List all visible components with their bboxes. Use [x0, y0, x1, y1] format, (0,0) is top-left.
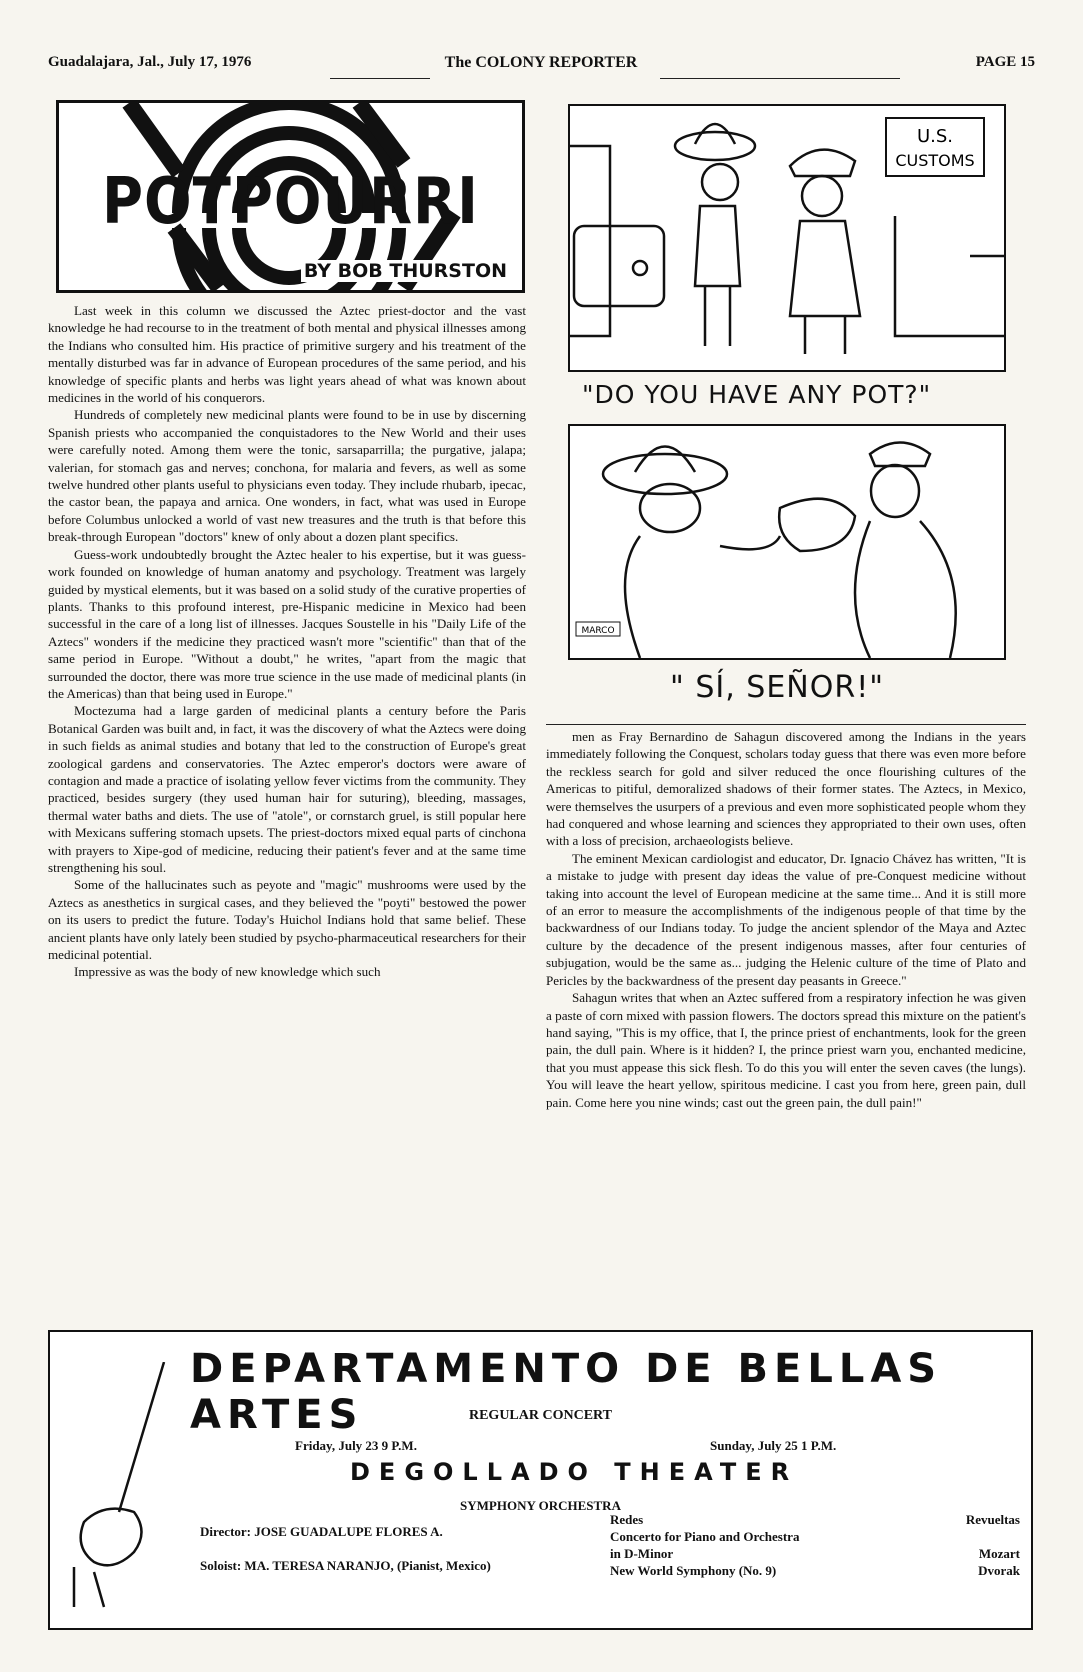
newspaper-name: The COLONY REPORTER: [444, 54, 638, 71]
program-work: Concerto for Piano and Orchestra: [610, 1529, 800, 1544]
program-work: New World Symphony (No. 9): [610, 1563, 777, 1578]
cartoon-caption-2: " SÍ, SEÑOR!": [670, 670, 885, 705]
program-item: [610, 1563, 1020, 1580]
column-title: POTPOURRI: [101, 164, 480, 239]
header-rule-right: [660, 78, 900, 79]
article-paragraph: Hundreds of completely new medicinal plants were found to be in use by discerning Spanish priests who accompanied the conquistadores to the New World and their uses were carefully noted. Among them were the tonic, sarsaparrilla; the purgative, jalapa; valerian, for stomach gas and nerves; conchona, for malaria and fevers, as well as some twelve hundred other plants useful to physicians even today. They include rhubarb, ipecac, the castor bean, the papaya and arnica. One wonders, in fact, what was used in Europe before Columbus unlocked a world of vast new treasures and the truth is that before this break-through European "doctors" knew of only about a dozen plant specifics.: [48, 407, 526, 545]
ad-date-friday: Friday, July 23 9 P.M.: [295, 1438, 417, 1453]
ad-soloist: Soloist: MA. TERESA NARANJO, (Pianist, Mexico): [200, 1558, 491, 1573]
customs-scene-drawing: [570, 106, 1004, 370]
ad-orchestra: SYMPHONY ORCHESTRA: [460, 1498, 621, 1513]
article-paragraph: Sahagun writes that when an Aztec suffered from a respiratory infection he was given a paste of corn mixed with passion flowers. The doctors spread this mixture on the patient's hand saying, "This is my office, that I, the prince priest of enchantments, look for the green pain, the dull pain. Where is it hidden? I, the prince priest warn you, enchanted medicine, that you must appease this sick flesh. To do this you will enter the seven caves (the lungs). You will leave the heart yellow, spiritous medicine. I cast you from here, green pain, dull pain. Come here you nine winds; cast out the green pain, the dull pain!": [546, 990, 1026, 1110]
program-item: [610, 1546, 1020, 1563]
pot-scene-drawing: [570, 426, 1004, 658]
article-paragraph: Some of the hallucinates such as peyote and "magic" mushrooms were used by the Aztecs as anesthetics in surgical cases, and they believed the "poyti" bestowed the power on its users to predict the future. Today's Huichol Indians hold that same belief. These ancient plants have only lately been studied by psycho-pharmaceutical researchers for their medicinal potential.: [48, 877, 526, 963]
article-paragraph: The eminent Mexican cardiologist and educator, Dr. Ignacio Chávez has written, "It is a mistake to judge with present day ideas the value of pre-Conquest medicine without taking into account the level of European medicine at the same time... And it is still more of an error to measure the accomplishments of the indigenous people of that time by the backwardness of our Indians today. To judge the ancient splendor of the Maya and Aztec culture by the decadence of the present indigenous masses, after four centuries of subjugation, would be the same as... judging the Helenic culture of the time of Plato and Pericles by the backwardness of the present day peasants in Greece.": [546, 850, 1026, 988]
ad-program: [610, 1512, 1020, 1580]
program-item: [610, 1512, 1020, 1529]
byline: BY BOB THURSTON: [301, 260, 510, 282]
artist-signature: MARCO: [581, 626, 615, 636]
concert-advertisement: [48, 1330, 1033, 1630]
conductor-hand-icon: [64, 1362, 174, 1612]
article-paragraph: Moctezuma had a large garden of medicinal plants a century before the Paris Botanical Garden was built and, in fact, it was the discovery of what the Aztecs were doing in such fields as animal studies and botany that led to the construction of Europe's great zoological gardens and conservatories. The Aztec emperor's doctors were aware of contagion and made a practice of isolating yellow fever victims from the community. They practiced, besides surgery (they used human hair for suturing), bleeding, massages, thermal water baths and diets. The use of "atole", or cornstarch gruel, is still popular here with Mexicans suffering stomach upsets. The priest-doctors mixed equal parts of cinchona with prayers to Xipe-god of medicine, reducing their patient's fever and at the same time strengthening his soul.: [48, 703, 526, 875]
program-work: in D-Minor: [610, 1546, 674, 1561]
dateline: Guadalajara, Jal., July 17, 1976: [48, 54, 252, 70]
program-composer: Revueltas: [965, 1512, 1020, 1527]
cartoon-panel-2: [568, 424, 1006, 660]
ad-subtitle: REGULAR CONCERT: [468, 1408, 613, 1423]
ad-director: Director: JOSE GUADALUPE FLORES A.: [200, 1524, 443, 1539]
program-item: [610, 1529, 1020, 1546]
article-paragraph: Last week in this column we discussed the Aztec priest-doctor and the vast knowledge he had recourse to in the treatment of both mental and physical illnesses among the Indians who consulted him. His practice of primitive surgery and his treatment of the mentally disturbed was far in advance of European procedures of the same period, and his knowledge of specific plants and herbs was light years ahead of what was known about medicines in the world of his conquerors.: [48, 303, 526, 406]
ad-venue: DEGOLLADO THEATER: [350, 1458, 799, 1486]
customs-sign-line2: CUSTOMS: [895, 151, 975, 170]
program-composer: Dvorak: [978, 1563, 1020, 1578]
article-paragraph: Guess-work undoubtedly brought the Aztec healer to his expertise, but it was guess-work founded on knowledge of human anatomy and psychology. Treatment was largely guided by mystical elements, but it was based on a solid study of the curative properties of plants. Thanks to this profound interest, pre-Hispanic medicine in Mexico had been successful in the care of a long list of illnesses. Jacques Soustelle in his "Daily Life of the Aztecs" wonders if the medicine they practiced wasn't more "scientific" than that of the same period in Europe. "Without a doubt," he writes, "apart from the magic that surrounded the doctor, there was more true science in the use made of medicinal plants (in the Americas) than that being used in Europe.": [48, 546, 526, 701]
program-composer: Mozart: [978, 1546, 1020, 1561]
cartoon-panel-1: [568, 104, 1006, 372]
program-work: Redes: [610, 1512, 644, 1527]
ad-date-sunday: Sunday, July 25 1 P.M.: [710, 1438, 837, 1453]
ad-title: DEPARTAMENTO DE BELLAS ARTES: [190, 1346, 943, 1438]
page-number: PAGE 15: [975, 54, 1035, 70]
page-header: [48, 54, 1035, 76]
cartoon: [560, 104, 1020, 704]
article-paragraph: men as Fray Bernardino de Sahagun discovered among the Indians in the years immediately following the Conquest, scholars today guess that there was even more before the reckless search for gold and silver reduced the once flourishing cultures of the Americas to pitiful, demoralized shadows of their former states. The Aztecs, in Mexico, were themselves the usurpers of a previous and even more sophisticated people whom they had conquered and whose learning and sciences they appropriated to their own uses, often with a loss of precision, archaeologists believe.: [546, 729, 1026, 849]
customs-sign-line1: U.S.: [916, 126, 954, 147]
article-paragraph: Impressive as was the body of new knowledge which such: [74, 964, 381, 980]
column-logo: [56, 100, 525, 293]
cartoon-divider: [546, 724, 1026, 725]
article-right-column: [546, 728, 1026, 1318]
header-rule-left: [330, 78, 430, 79]
article-left-column: [48, 302, 526, 1316]
cartoon-caption-1: "DO YOU HAVE ANY POT?": [582, 380, 932, 409]
